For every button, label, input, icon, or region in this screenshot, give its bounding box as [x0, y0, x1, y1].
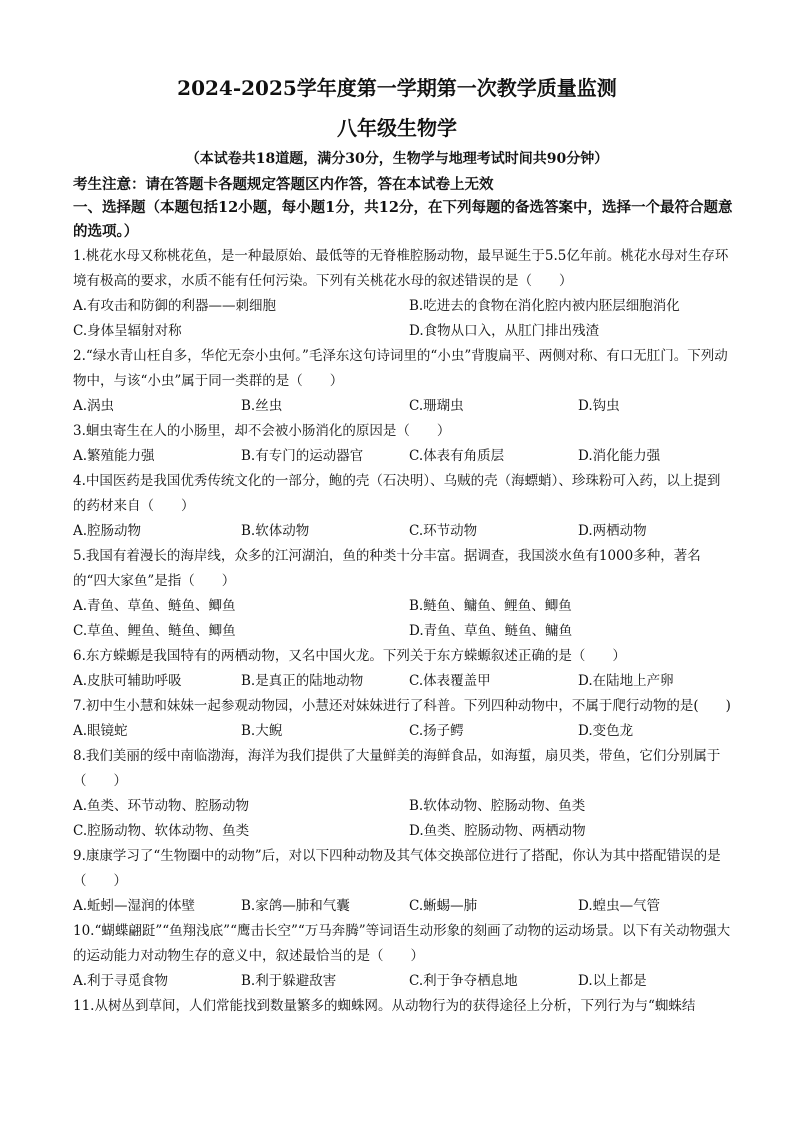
question-6-option-c: C.体表覆盖甲 [409, 673, 491, 689]
question-4-stem: 4.中国医药是我国优秀传统文化的一部分，鲍的壳（石决明）、乌贼的壳（海螵蛸）、珍珠粉可入药，以上提到的药材来自（ ） [73, 473, 721, 514]
question-5-option-c: C.草鱼、鲤鱼、鲢鱼、鲫鱼 [73, 623, 236, 639]
question-3-option-b: B.有专门的运动器官 [241, 448, 364, 464]
question-1-option-b: B.吃进去的食物在消化腔内被内胚层细胞消化 [409, 298, 680, 314]
question-1-options-row-1 [73, 294, 733, 319]
question-8-stem: 8.我们美丽的绥中南临渤海，海洋为我们提供了大量鲜美的海鲜食品，如海蜇，扇贝类，带鱼，它们分别属于（ ） [73, 748, 721, 789]
question-3-option-d: D.消化能力强 [578, 448, 661, 464]
section-heading: 一、选择题（本题包括12小题，每小题1分，共12分，在下列每题的备选答案中，选择一个最符合题意的选项。） [73, 199, 733, 240]
question-2-stem: 2.“绿水青山枉自多，华佗无奈小虫何。”毛泽东这句诗词里的“小虫”背腹扁平、两侧对称、有口无肛门。下列动物中，与该“小虫”属于同一类群的是（ ） [73, 348, 728, 389]
question-10-option-a: A.利于寻觅食物 [73, 973, 169, 989]
question-5-stem: 5.我国有着漫长的海岸线，众多的江河湖泊，鱼的种类十分丰富。据调查，我国淡水鱼有1000多种，著名的“四大家鱼”是指（ ） [73, 548, 701, 589]
question-7-option-c: C.扬子鳄 [409, 723, 464, 739]
question-2-option-d: D.钩虫 [578, 398, 620, 414]
question-4-option-d: D.两栖动物 [578, 523, 647, 539]
question-6-option-a: A.皮肤可辅助呼吸 [73, 673, 182, 689]
question-9-option-b: B.家鸽—肺和气囊 [241, 898, 350, 914]
question-10-option-d: D.以上都是 [578, 973, 647, 989]
question-10-option-c: C.利于争夺栖息地 [409, 973, 518, 989]
question-2-option-b: B.丝虫 [241, 398, 283, 414]
question-9-option-a: A.蚯蚓—湿润的体壁 [73, 898, 196, 914]
question-8-option-b: B.软体动物、腔肠动物、鱼类 [409, 798, 586, 814]
question-8-option-d: D.鱼类、腔肠动物、两栖动物 [409, 823, 586, 839]
question-9-stem: 9.康康学习了“生物圈中的动物”后，对以下四种动物及其气体交换部位进行了搭配，你认为其中搭配错误的是（ ） [73, 848, 721, 889]
question-1-option-c: C.身体呈辐射对称 [73, 323, 182, 339]
question-2-options [73, 394, 733, 419]
question-5-options-row-1 [73, 594, 733, 619]
question-8-option-c: C.腔肠动物、软体动物、鱼类 [73, 823, 250, 839]
question-9-option-d: D.蝗虫—气管 [578, 898, 661, 914]
question-4-option-b: B.软体动物 [241, 523, 310, 539]
question-9-option-c: C.蜥蜴—肺 [409, 898, 478, 914]
question-5-option-a: A.青鱼、草鱼、鲢鱼、鲫鱼 [73, 598, 236, 614]
question-8-options-row-1 [73, 794, 733, 819]
question-9-options [73, 894, 733, 919]
question-3-option-c: C.体表有角质层 [409, 448, 505, 464]
question-8-options-row-2 [73, 819, 733, 844]
question-3-options [73, 444, 733, 469]
question-7-option-d: D.变色龙 [578, 723, 634, 739]
question-7-stem: 7.初中生小慧和妹妹一起参观动物园，小慧还对妹妹进行了科普。下列四种动物中，不属于爬行动物的是( ) [73, 698, 731, 714]
question-1-stem: 1.桃花水母又称桃花鱼，是一种最原始、最低等的无脊椎腔肠动物，最早诞生于5.5亿年前。桃花水母对生存环境有极高的要求，水质不能有任何污染。下列有关桃花水母的叙述错误的是（ ） [73, 248, 729, 289]
question-1-option-d: D.食物从口入，从肛门排出残渣 [409, 323, 600, 339]
question-5-options-row-2 [73, 619, 733, 644]
question-2-option-c: C.珊瑚虫 [409, 398, 464, 414]
question-6-stem: 6.东方蝾螈是我国特有的两栖动物，又名中国火龙。下列关于东方蝾螈叙述正确的是（ ） [73, 648, 626, 664]
question-5-option-d: D.青鱼、草鱼、鲢鱼、鳙鱼 [409, 623, 573, 639]
question-8-option-a: A.鱼类、环节动物、腔肠动物 [73, 798, 250, 814]
question-4-options [73, 519, 733, 544]
question-2-option-a: A.涡虫 [73, 398, 115, 414]
exam-subject: 八年级生物学 [337, 116, 457, 140]
exam-notice: 考生注意：请在答题卡各题规定答题区内作答，答在本试卷上无效 [73, 176, 494, 193]
question-4-option-a: A.腔肠动物 [73, 523, 142, 539]
question-3-option-a: A.繁殖能力强 [73, 448, 155, 464]
question-1-options-row-2 [73, 319, 733, 344]
question-10-option-b: B.利于躲避敌害 [241, 973, 337, 989]
question-6-options [73, 669, 733, 694]
exam-info: （本试卷共18道题，满分30分，生物学与地理考试时间共90分钟） [185, 151, 609, 167]
question-3-stem: 3.蛔虫寄生在人的小肠里，却不会被小肠消化的原因是（ ） [73, 423, 451, 439]
question-6-option-b: B.是真正的陆地动物 [241, 673, 364, 689]
question-10-options [73, 969, 733, 994]
question-7-option-b: B.大鲵 [241, 723, 283, 739]
question-1-option-a: A.有攻击和防御的利器——刺细胞 [73, 298, 277, 314]
exam-title: 2024-2025学年度第一学期第一次教学质量监测 [177, 76, 617, 100]
question-10-stem: 10.“蝴蝶翩跹”“鱼翔浅底”“鹰击长空”“万马奔腾”等词语生动形象的刻画了动物的运动场景。以下有关动物强大的运动能力对动物生存的意义中，叙述最恰当的是（ ） [73, 923, 731, 964]
question-5-option-b: B.鲢鱼、鳙鱼、鲤鱼、鲫鱼 [409, 598, 572, 614]
question-11-stem: 11.从树丛到草间，人们常能找到数量繁多的蜘蛛网。从动物行为的获得途径上分析，下列行为与“蜘蛛结 [73, 998, 696, 1014]
question-6-option-d: D.在陆地上产卵 [578, 673, 674, 689]
question-4-option-c: C.环节动物 [409, 523, 478, 539]
question-7-option-a: A.眼镜蛇 [73, 723, 128, 739]
question-7-options [73, 719, 733, 744]
